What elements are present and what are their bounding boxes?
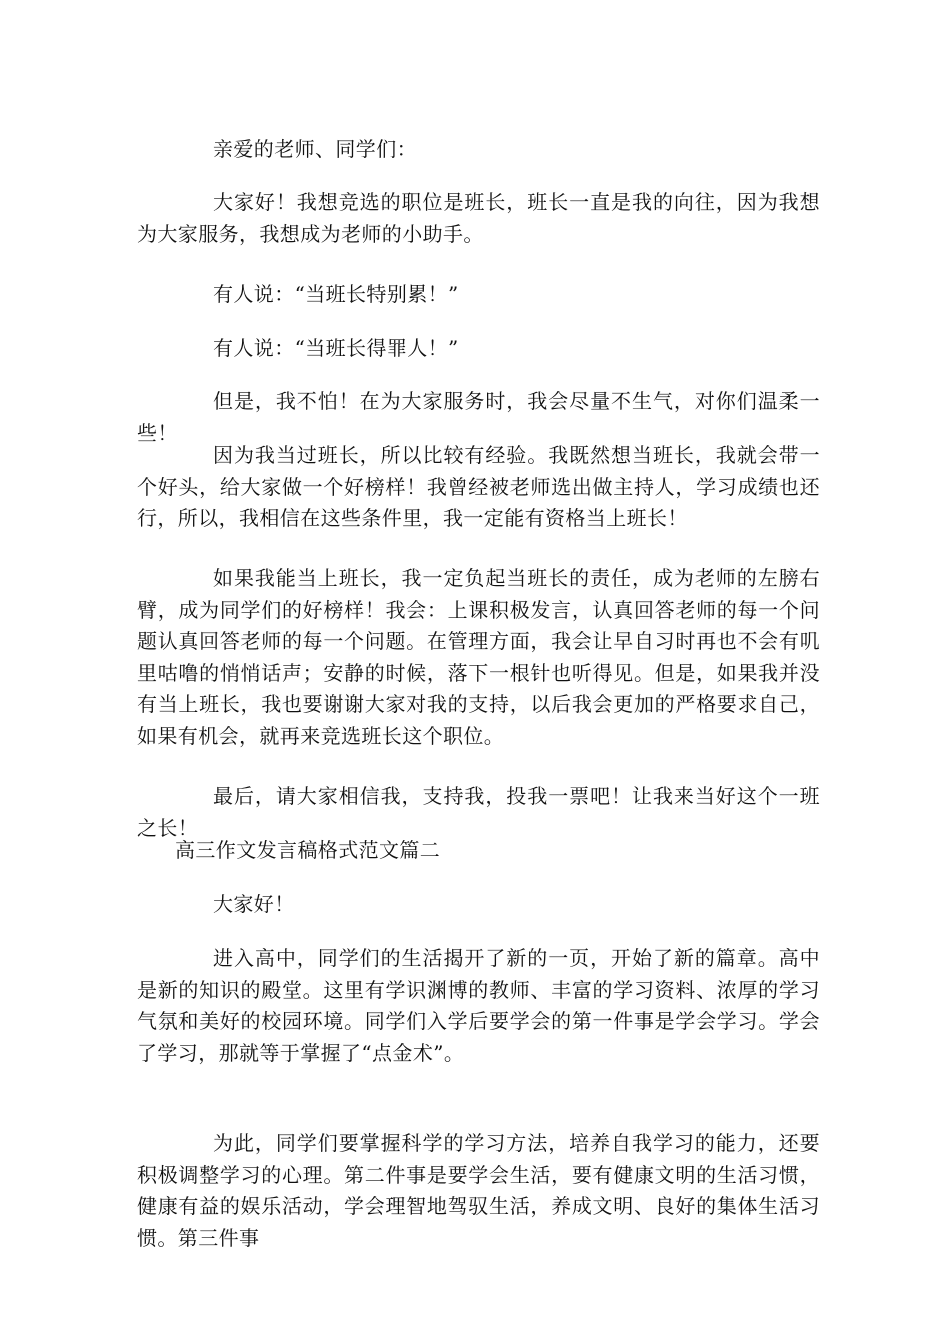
section-heading: 高三作文发言稿格式范文篇二 <box>175 838 441 862</box>
paragraph-study-methods: 为此，同学们要掌握科学的学习方法，培养自我学习的能力，还要积极调整学习的心理。第二件事是要学会生活，要有健康文明的生活习惯，健康有益的娱乐活动，学会理智地驾驭生活，养成文明、良好的集体生活习惯。第三件事 <box>137 1131 820 1250</box>
paragraph-closing: 最后，请大家相信我，支持我，投我一票吧！让我来当好这个一班之长！ <box>137 784 820 840</box>
paragraph-hello: 大家好！ <box>213 892 295 916</box>
paragraph-not-afraid: 但是，我不怕！在为大家服务时，我会尽量不生气，对你们温柔一些！ <box>137 389 820 445</box>
paragraph-high-school: 进入高中，同学们的生活揭开了新的一页，开始了新的篇章。高中是新的知识的殿堂。这里有学识渊博的教师、丰富的学习资料、浓厚的学习气氛和美好的校园环境。同学们入学后要学会的第一件事是学会学习。学会了学习，那就等于掌握了“点金术”。 <box>137 946 820 1065</box>
paragraph-quote-1: 有人说：“当班长特别累！” <box>213 282 459 306</box>
paragraph-experience: 因为我当过班长，所以比较有经验。我既然想当班长，我就会带一个好头，给大家做一个好榜样！我曾经被老师选出做主持人，学习成绩也还行，所以，我相信在这些条件里，我一定能有资格当上班长！ <box>137 443 820 530</box>
paragraph-quote-2: 有人说：“当班长得罪人！” <box>213 336 459 360</box>
paragraph-greeting: 大家好！我想竞选的职位是班长，班长一直是我的向往，因为我想为大家服务，我想成为老师的小助手。 <box>137 190 820 246</box>
salutation: 亲爱的老师、同学们： <box>213 137 417 161</box>
paragraph-commitment: 如果我能当上班长，我一定负起当班长的责任，成为老师的左膀右臂，成为同学们的好榜样！我会：上课积极发言，认真回答老师的每一个问题认真回答老师的每一个问题。在管理方面，我会让早自习时再也不会有叽里咕噜的悄悄话声；安静的时候，落下一根针也听得见。但是，如果我并没有当上班长，我也要谢谢大家对我的支持，以后我会更加的严格要求自己，如果有机会，就再来竞选班长这个职位。 <box>137 566 820 748</box>
